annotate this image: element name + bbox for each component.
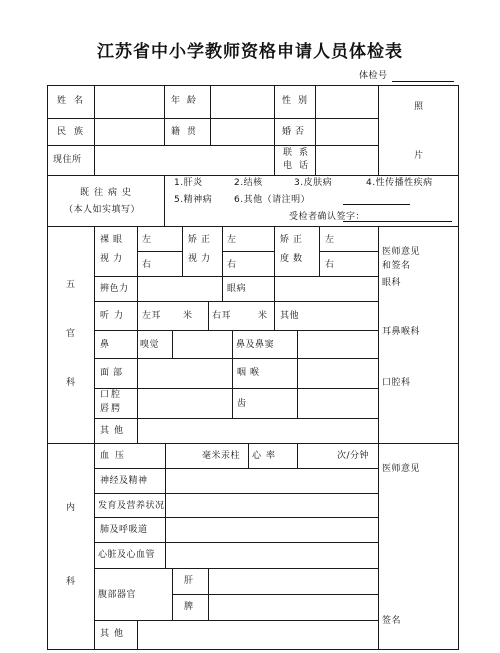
facial-section-label-1: 五: [66, 280, 76, 290]
history-note: （本人如实填写）: [64, 205, 141, 215]
internal-signature-label: 签名: [382, 616, 402, 626]
exam-number-label: 体检号: [359, 71, 388, 81]
mmhg-label: 毫米汞柱: [202, 451, 241, 461]
corrected-degree-label-2: 度数: [280, 254, 307, 264]
right-ear-label: 右耳: [212, 311, 232, 321]
facial-others-label: 其他: [100, 426, 129, 436]
facial-section-label-2: 官: [66, 329, 76, 339]
blood-pressure-label: 血压: [100, 451, 131, 461]
per-minute-label: 次/分钟: [337, 451, 370, 461]
eye-disease-label: 眼病: [227, 284, 247, 294]
sinus-label: 鼻及鼻窦: [236, 340, 275, 350]
ent-dept-label: 耳鼻喉科: [382, 327, 421, 337]
age-label: 年龄: [171, 96, 204, 106]
corrected-vision-right: 右: [227, 260, 237, 270]
nose-label: 鼻: [100, 340, 110, 350]
left-ear-label: 左耳: [142, 311, 162, 321]
naked-vision-label-2: 视力: [100, 254, 127, 264]
mouth-label-1: 口腔: [100, 390, 123, 400]
teeth-label: 齿: [237, 399, 247, 409]
internal-others-label: 其他: [100, 629, 129, 639]
naked-vision-left: 左: [142, 235, 152, 245]
photo-label-1: 照: [414, 102, 424, 112]
left-ear-meter: 米: [183, 311, 193, 321]
heart-label: 心脏及心血管: [98, 550, 156, 560]
hearing-other-label: 其他: [280, 311, 300, 321]
nerves-label: 神经及精神: [100, 476, 148, 486]
color-vision-label: 辨色力: [100, 284, 129, 294]
heart-rate-label: 心率: [252, 451, 281, 461]
naked-vision-label-1: 裸眼: [100, 235, 127, 245]
oral-dept-label: 口腔科: [382, 378, 411, 388]
throat-label: 咽喉: [237, 368, 264, 378]
spleen-label: 脾: [184, 602, 194, 612]
smell-label: 嗅觉: [140, 340, 160, 350]
corrected-degree-left: 左: [325, 235, 335, 245]
history-item-hepatitis[interactable]: 1.肝炎: [174, 178, 203, 188]
hometown-label: 籍贯: [171, 127, 204, 137]
corrected-vision-label-1: 矫正: [188, 235, 215, 245]
ethnicity-label: 民族: [57, 127, 92, 137]
internal-section-label-1: 内: [66, 503, 76, 513]
form-title: 江苏省中小学教师资格申请人员体检表: [97, 42, 403, 62]
facial-doctor-label-1: 医师意见: [382, 247, 421, 257]
corrected-vision-left: 左: [227, 235, 237, 245]
liver-label: 肝: [184, 576, 194, 586]
confirm-signature-label: 受检者确认签字：: [289, 212, 366, 222]
history-label: 既往病史: [80, 188, 137, 198]
gender-label: 性别: [282, 96, 315, 106]
marriage-label: 婚否: [282, 127, 309, 137]
history-item-skin[interactable]: 3.皮肤病: [294, 178, 333, 188]
name-label: 姓名: [57, 96, 92, 106]
face-label: 面部: [100, 368, 127, 378]
history-item-mental[interactable]: 5.精神病: [174, 195, 213, 205]
address-label: 现住所: [53, 155, 82, 165]
history-item-std[interactable]: 4.性传播性疾病: [366, 178, 433, 188]
history-item-tuberculosis[interactable]: 2.结核: [234, 178, 263, 188]
right-ear-meter: 米: [258, 311, 268, 321]
corrected-degree-right: 右: [325, 260, 335, 270]
corrected-vision-label-2: 视力: [188, 254, 215, 264]
phone-label-2: 电话: [283, 161, 316, 171]
internal-section-label-2: 科: [66, 577, 76, 587]
facial-doctor-label-2: 和签名: [382, 261, 411, 271]
phone-label-1: 联系: [283, 148, 316, 158]
internal-doctor-label: 医师意见: [382, 464, 421, 474]
mouth-label-2: 唇腭: [100, 404, 123, 414]
abdomen-label: 腹部器官: [98, 590, 137, 600]
corrected-degree-label-1: 矫正: [280, 235, 307, 245]
history-item-other[interactable]: 6.其他（请注明）: [234, 195, 311, 205]
hearing-label: 听力: [100, 311, 129, 321]
lungs-label: 肺及呼吸道: [100, 525, 148, 535]
eye-dept-label: 眼科: [382, 278, 402, 288]
naked-vision-right: 右: [142, 260, 152, 270]
photo-label-2: 片: [414, 151, 424, 161]
name-field[interactable]: [96, 87, 163, 117]
facial-section-label-3: 科: [66, 378, 76, 388]
nutrition-label: 发育及营养状况: [98, 501, 165, 511]
